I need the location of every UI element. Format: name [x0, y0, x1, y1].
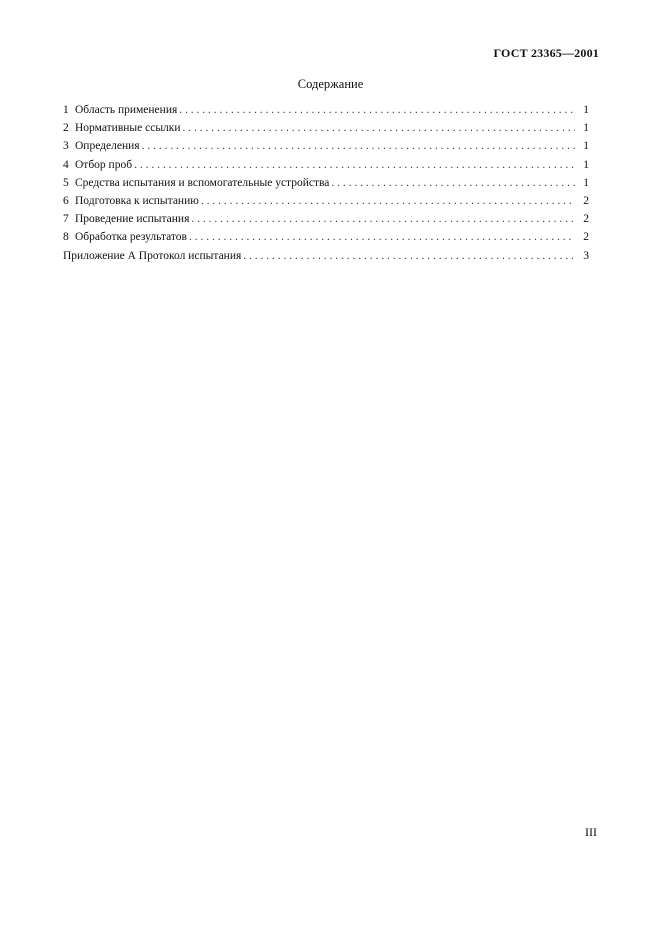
toc-item[interactable] [63, 213, 589, 231]
toc-item-title: Обработка результатов [75, 231, 187, 244]
toc-item-page: 2 [583, 231, 589, 244]
toc-item-page: 1 [583, 104, 589, 116]
toc-item[interactable] [63, 231, 589, 249]
toc-leader-dots [191, 213, 575, 225]
toc-leader-dots [183, 122, 575, 134]
toc-item-number: 8 [63, 231, 69, 244]
toc-item-number: 5 [63, 176, 69, 189]
toc-item-page: 3 [583, 249, 589, 262]
toc-item[interactable] [63, 104, 589, 122]
toc-item-title: Определения [75, 140, 140, 153]
toc-leader-dots [331, 177, 575, 189]
toc-item-title: Приложение А Протокол испытания [63, 249, 242, 262]
page-number: III [585, 825, 597, 839]
toc-item-page: 1 [583, 122, 589, 135]
toc-item-page: 2 [583, 213, 589, 226]
toc-item-number: 4 [63, 158, 69, 171]
toc-leader-dots [243, 250, 575, 262]
toc-item-title: Отбор проб [75, 158, 133, 171]
toc-item[interactable] [63, 177, 589, 195]
document-code: ГОСТ 23365—2001 [493, 46, 599, 60]
toc-item[interactable] [63, 195, 589, 213]
toc-item-page: 1 [583, 140, 589, 153]
toc-leader-dots [134, 159, 575, 171]
toc-item-title: Средства испытания и вспомогательные устройства [75, 176, 330, 189]
toc-item[interactable] [63, 122, 589, 140]
toc-item-appendix[interactable] [63, 250, 589, 268]
toc-item-page: 1 [583, 158, 589, 171]
toc-item-number: 6 [63, 194, 69, 207]
toc-leader-dots [142, 140, 575, 152]
table-of-contents [63, 104, 589, 268]
toc-item-title: Подготовка к испытанию [75, 194, 199, 207]
toc-item-number: 7 [63, 213, 69, 226]
toc-leader-dots [179, 104, 575, 116]
toc-item-title: Нормативные ссылки [75, 122, 181, 135]
toc-item-page: 2 [583, 194, 589, 207]
toc-heading: Содержание [297, 77, 364, 91]
toc-item-number: 3 [63, 140, 69, 153]
toc-leader-dots [201, 195, 575, 207]
toc-item[interactable] [63, 140, 589, 158]
toc-leader-dots [189, 231, 575, 243]
toc-item[interactable] [63, 159, 589, 177]
toc-item-number: 1 [63, 104, 69, 116]
toc-item-title: Проведение испытания [75, 213, 190, 226]
toc-item-page: 1 [583, 176, 589, 189]
toc-item-title: Область применения [75, 104, 178, 116]
toc-item-number: 2 [63, 122, 69, 135]
